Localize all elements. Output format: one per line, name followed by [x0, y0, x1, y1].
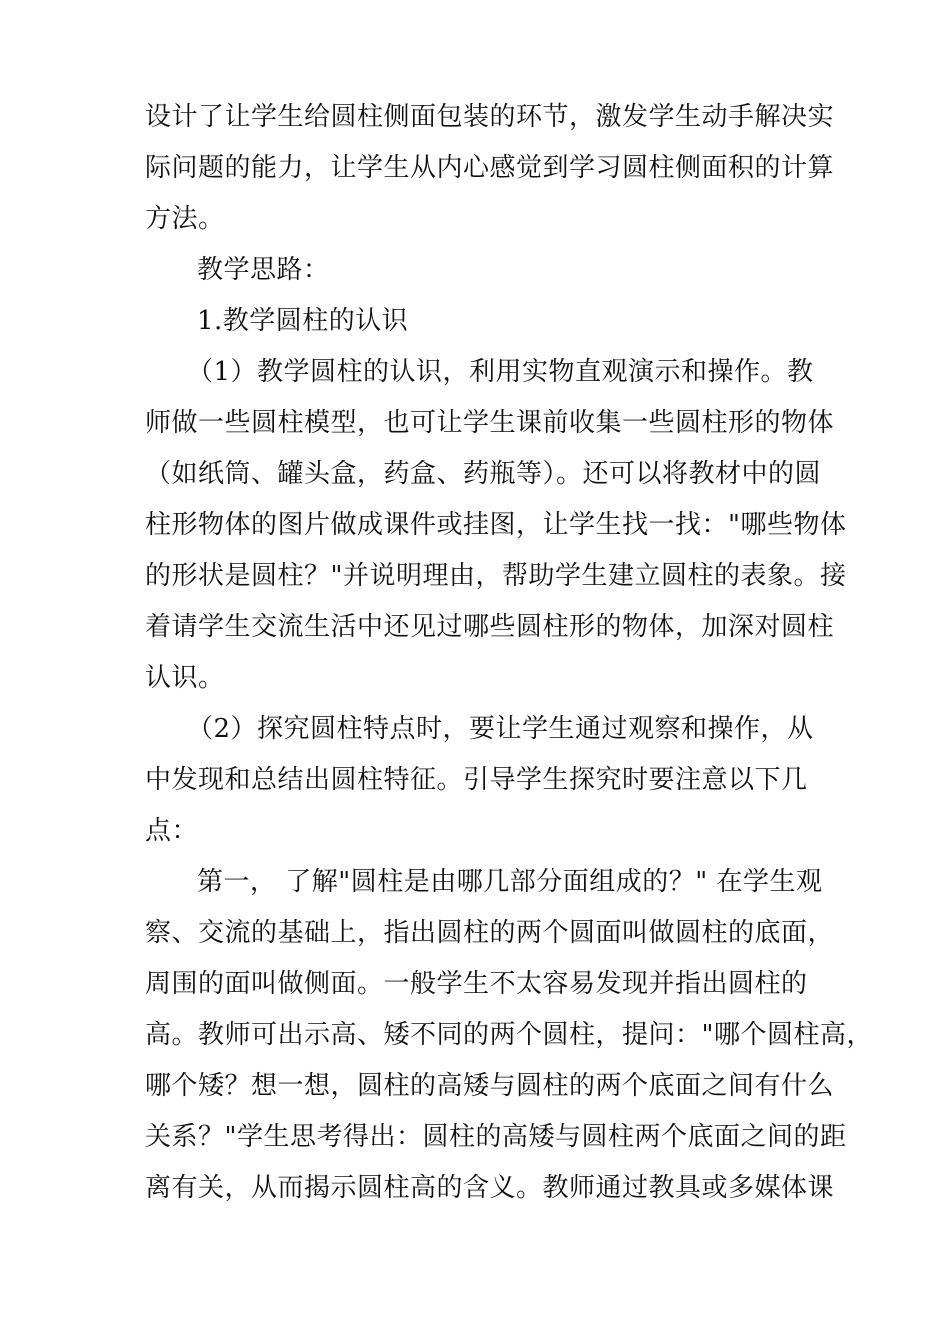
text-line: 着请学生交流生活中还见过哪些圆柱形的物体，加深对圆柱: [145, 612, 835, 642]
text-line: 柱形物体的图片做成课件或挂图，让学生找一找："哪些物体: [145, 510, 847, 540]
text-line: 方法。: [145, 204, 225, 234]
text-line: 师做一些圆柱模型，也可让学生课前收集一些圆柱形的物体: [145, 408, 835, 438]
text-line: 际问题的能力，让学生从内心感觉到学习圆柱侧面积的计算: [145, 153, 835, 183]
body-text: [145, 92, 873, 1214]
text-line: （1）教学圆柱的认识，利用实物直观演示和操作。教: [187, 357, 814, 387]
section-heading: 教学思路：: [197, 255, 330, 285]
text-line: 点：: [145, 816, 199, 846]
text-line: （2）探究圆柱特点时，要让学生通过观察和操作，从: [187, 714, 814, 744]
text-line: 关系？"学生思考得出：圆柱的高矮与圆柱两个底面之间的距: [145, 1122, 847, 1152]
text-line: 离有关，从而揭示圆柱高的含义。教师通过教具或多媒体课: [145, 1173, 835, 1203]
text-line: 中发现和总结出圆柱特征。引导学生探究时要注意以下几: [145, 765, 808, 795]
text-line: 周围的面叫做侧面。一般学生不太容易发现并指出圆柱的: [145, 969, 808, 999]
text-line: 高。教师可出示高、矮不同的两个圆柱，提问："哪个圆柱高，: [145, 1020, 873, 1050]
text-line: 设计了让学生给圆柱侧面包装的环节，激发学生动手解决实: [145, 102, 835, 132]
text-line: 察、交流的基础上，指出圆柱的两个圆面叫做圆柱的底面，: [145, 918, 835, 948]
subsection-heading: 1.教学圆柱的认识: [197, 306, 409, 336]
text-line: 第一， 了解"圆柱是由哪几部分面组成的？" 在学生观: [197, 867, 823, 897]
text-line: （如纸筒、罐头盒，药盒、药瓶等）。还可以将教材中的圆: [145, 459, 822, 489]
text-line: 认识。: [145, 663, 225, 693]
text-line: 哪个矮？想一想，圆柱的高矮与圆柱的两个底面之间有什么: [145, 1071, 835, 1101]
text-line: 的形状是圆柱？"并说明理由，帮助学生建立圆柱的表象。接: [145, 561, 847, 591]
